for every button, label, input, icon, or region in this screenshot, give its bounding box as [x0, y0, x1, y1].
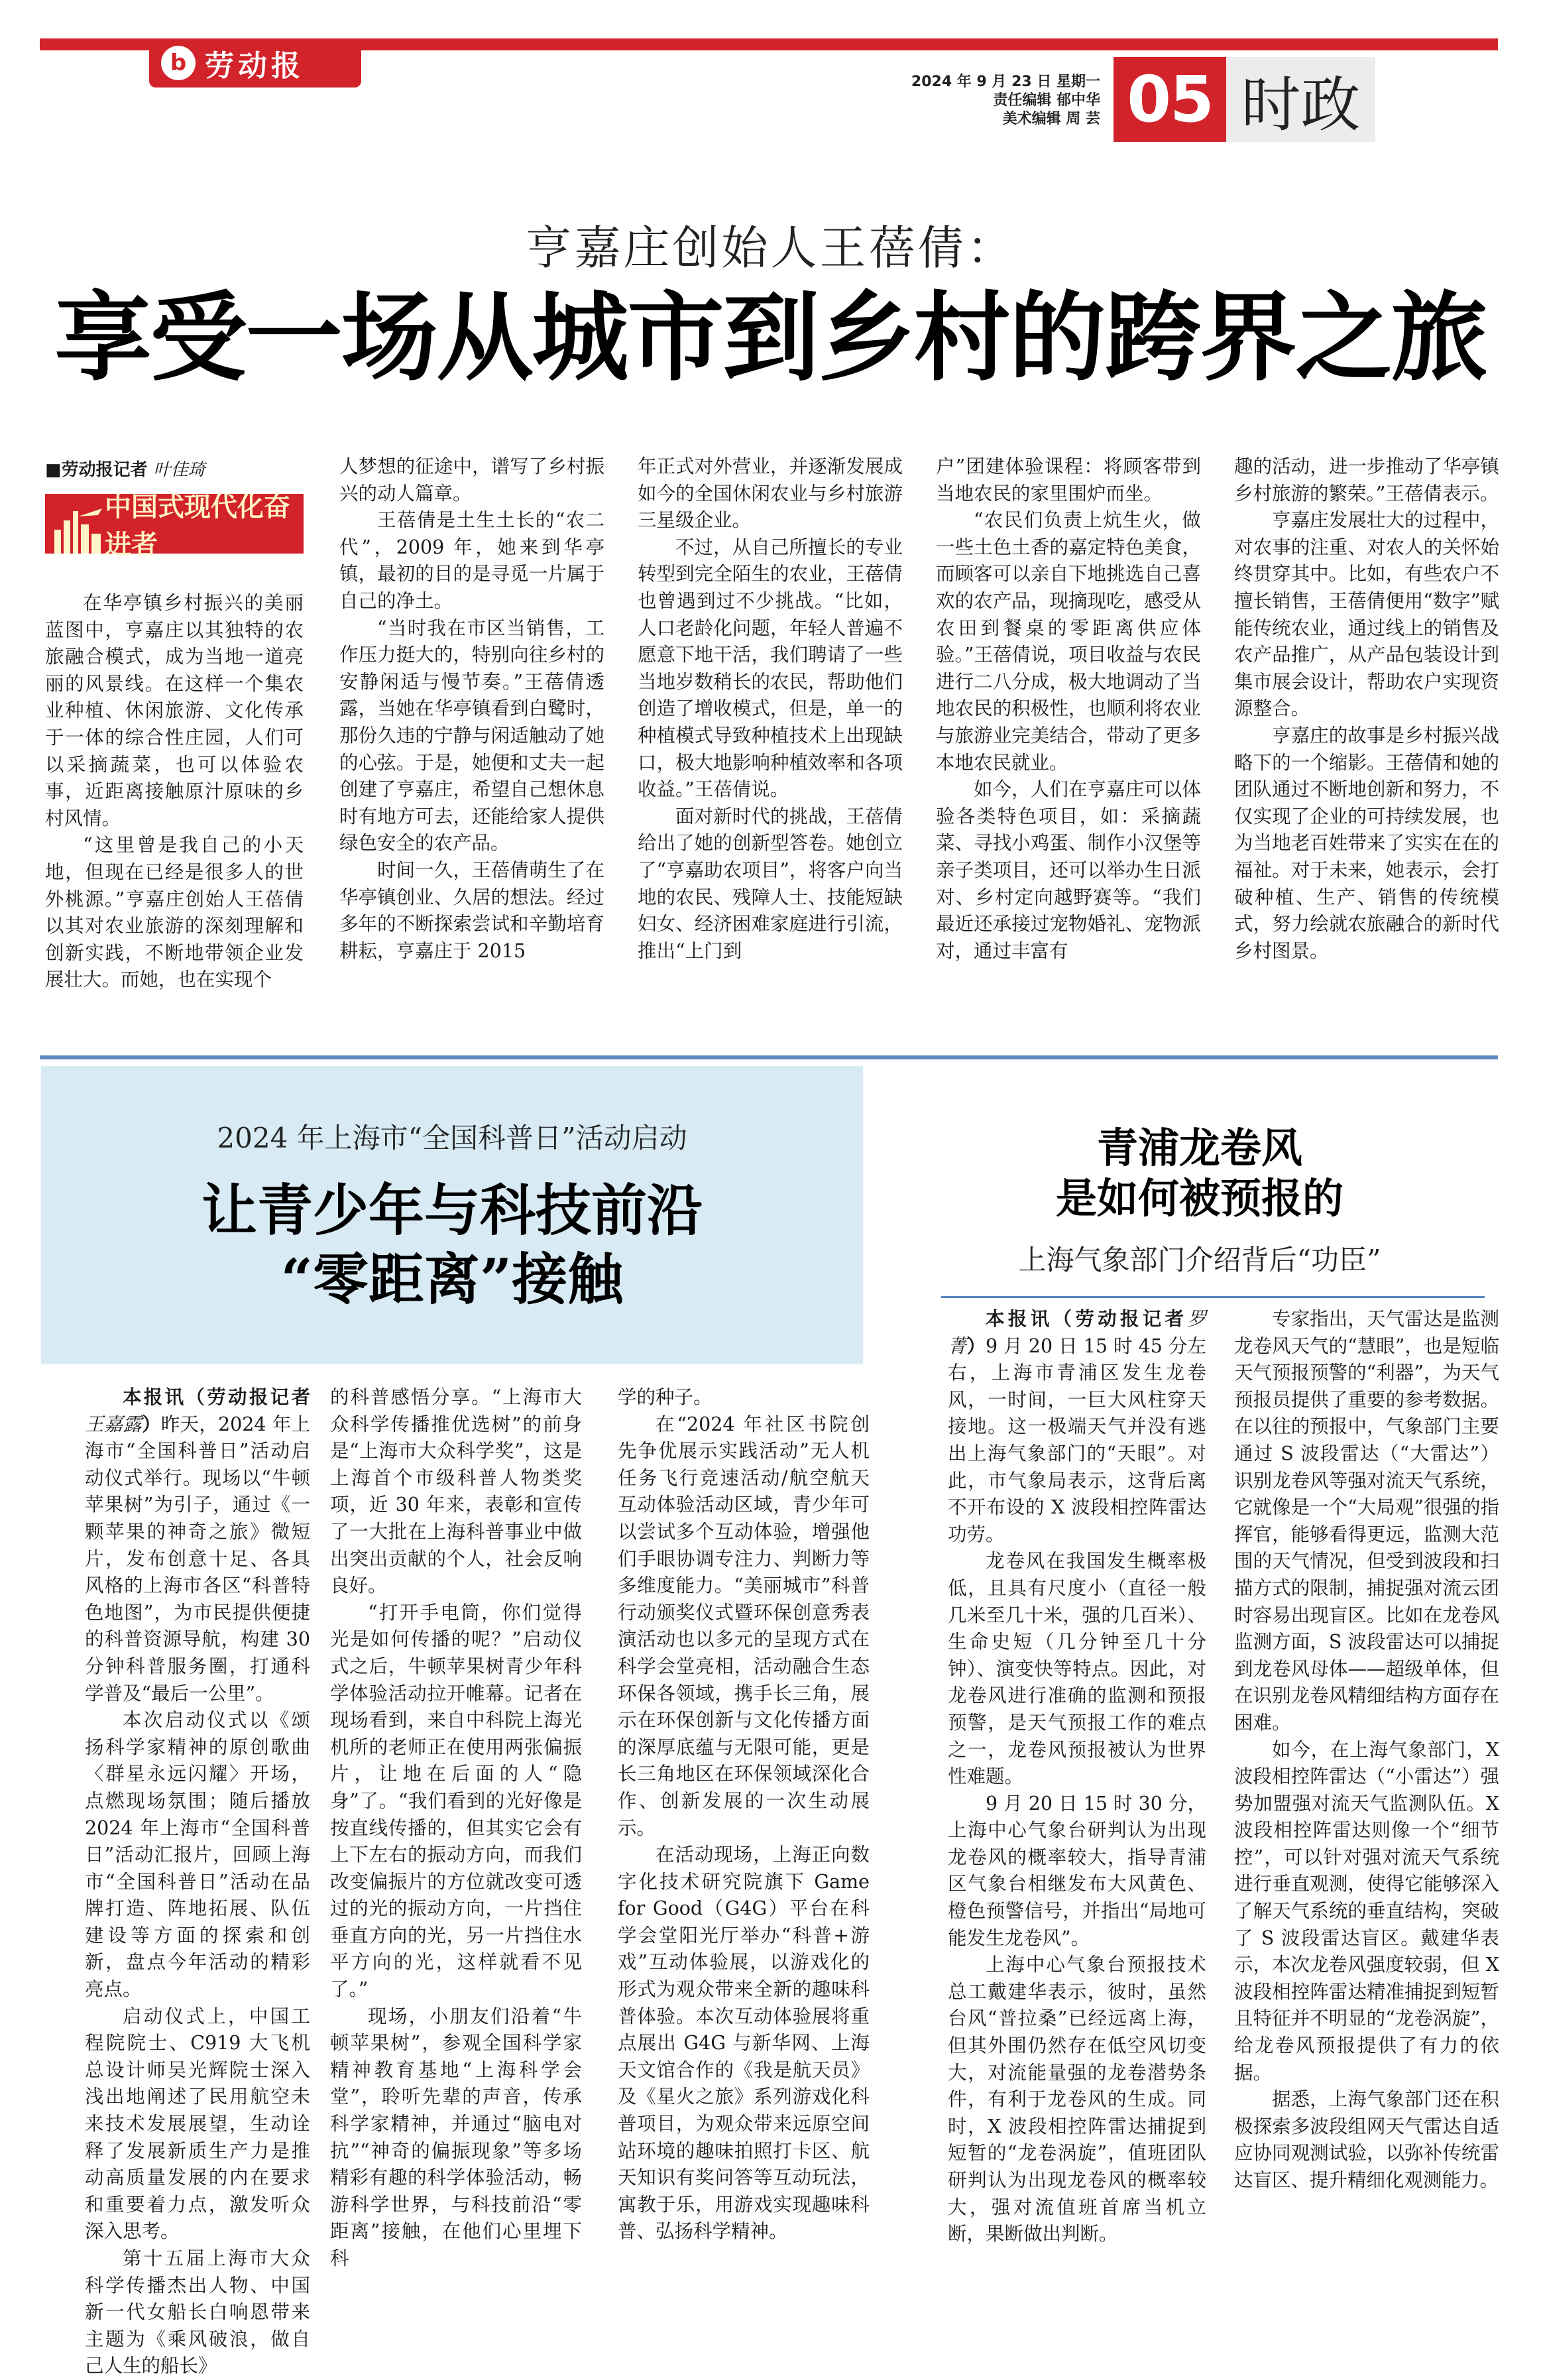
byline-label: ■劳动报记者: [45, 460, 148, 480]
issue-date: 2024 年 9 月 23 日 星期一: [911, 74, 1100, 90]
story3-column-1: [948, 1306, 1206, 2248]
paragraph: “当时我在市区当销售，工作压力挺大的，特别向往乡村的安静闲适与慢节奏。”王蓓倩透露，当她在华亭镇看到白鹭时，那份久违的宁静与闲适触动了她的心弦。于是，她便和丈夫一起创建了亨嘉庄，希望自己想休息时有地方可去，还能给家人提供绿色安全的农产品。: [339, 617, 604, 855]
paragraph: 9 月 20 日 15 时 30 分，上海中心气象台研判认为出现龙卷风的概率较大，指导青浦区气象台相继发布大风黄色、橙色预警信号，并指出“局地可能发生龙卷风”。: [948, 1792, 1206, 1949]
story2-headline-line2: “零距离”接触: [280, 1246, 624, 1312]
paper-name: 劳动报: [205, 49, 304, 83]
paragraph: 专家指出，天气雷达是监测龙卷风天气的“慧眼”，也是短临天气预报预警的“利器”，为天气预报员提供了重要的参考数据。在以往的预报中，气象部门主要通过 S 波段雷达（“大雷达”）识别龙卷风等强对流天气系统，它就像是一个“大局观”很强的指挥官，能够看得更远，监测大范围的天气情况，但受到波段和扫描方式的限制，捕捉强对流云团时容易出现盲区。比如在龙卷风监测方面，S 波段雷达可以捕捉到龙卷风母体——超级单体，但在识别龙卷风精细结构方面存在困难。: [1234, 1308, 1499, 1734]
paragraph: 面对新时代的挑战，王蓓倩给出了她的创新型答卷。她创立了“亨嘉助农项目”，将客户向当地的农民、残障人士、技能短缺妇女、经济困难家庭进行引流，推出“上门到: [638, 805, 903, 962]
byline-close: ）: [966, 1335, 986, 1357]
lead-column-2: [339, 453, 604, 965]
lead-headline: 享受一场从城市到乡村的跨界之旅: [54, 281, 1487, 394]
lead-kicker: 亨嘉庄创始人王蓓倩：: [525, 221, 1016, 275]
paragraph: 上海中心气象台预报技术总工戴建华表示，彼时，虽然台风“普拉桑”已经远离上海，但其外围仍然存在低空风切变大，对流能量强的龙卷潜势条件，有利于龙卷风的生成。同时，X 波段相控阵雷达捕捉到短暂的“龙卷涡旋”，值班团队研判认为出现龙卷风的概率较大，强对流值班首席当机立断，果断做出判断。: [948, 1954, 1206, 2245]
byline-label: 本报讯（劳动报记者: [123, 1386, 310, 1408]
story2-headline: 让青少年与科技前沿: [201, 1177, 703, 1243]
paragraph: 在活动现场，上海正向数字化技术研究院旗下 Game for Good（G4G）平台在科学会堂阳光厅举办“科普+游戏”互动体验展，以游戏化的形式为观众带来全新的趣味科普体验。本次互动体验展将重点展出 G4G 与新华网、上海天文馆合作的《我是航天员》及《星火之旅》系列游戏化科普项目，为观众带来远原空间站环境的趣味拍照打卡区、航天知识有奖问答等互动玩法，寓教于乐，用游戏实现趣味科普、弘扬科学精神。: [618, 1844, 870, 2243]
story2-column-1: [85, 1384, 310, 2380]
paragraph: “打开手电筒，你们觉得光是如何传播的呢？”启动仪式之后，牛顿苹果树青少年科学体验活动拉开帷幕。记者在现场看到，来自中科院上海光机所的老师正在使用两张偏振片，让地在后面的人“隐身”了。“我们看到的光好像是按直线传播的，但其实它会有上下左右的振动方向，而我们改变偏振片的方位就改变可透过的光的振动方向，一片挡住垂直方向的光，另一片挡住水平方向的光，这样就看不见了。”: [330, 1601, 582, 2001]
paragraph: 如今，人们在亨嘉庄可以体验各类特色项目，如：采摘蔬菜、寻找小鸡蛋、制作小汉堡等亲子类项目，还可以举办生日派对、乡村定向越野赛等。“我们最近还承接过宠物婚礼、宠物派对，通过丰富有: [936, 778, 1201, 962]
paragraph: 据悉，上海气象部门还在积极探索多波段组网天气雷达自适应协同观测试验，以弥补传统雷达盲区、提升精细化观测能力。: [1234, 2088, 1499, 2191]
paragraph: “这里曾是我自己的小天地，但现在已经是很多人的世外桃源。”亨嘉庄创始人王蓓倩以其对农业旅游的深刻理解和创新实践，不断地带领企业发展壮大。而她，也在实现个: [45, 834, 304, 991]
paragraph: 不过，从自己所擅长的专业转型到完全陌生的农业，王蓓倩也曾遇到过不少挑战。“比如，人口老龄化问题，年轻人普遍不愿意下地干活，我们聘请了一些当地岁数稍长的农民，帮助他们创造了增收模式，但是，单一的种植模式导致种植技术上出现缺口，极大地影响种植效率和各项收益。”王蓓倩说。: [638, 536, 903, 801]
story2-headline-box: [41, 1066, 863, 1364]
art-editor: 美术编辑 周 芸: [1002, 111, 1100, 127]
paragraph: “农民们负责上炕生火，做一些土色土香的嘉定特色美食，而顾客可以亲自下地挑选自己喜欢的农产品，现摘现吃，感受从农田到餐桌的零距离供应体验。”王蓓倩说，项目收益与农民进行二八分成，极大地调动了当地农民的积极性，也顺利将农业与旅游业完美结合，带动了更多本地农民就业。: [936, 509, 1201, 774]
story2-column-3: [618, 1384, 870, 2245]
byline-name: 王嘉露: [85, 1413, 143, 1435]
paragraph: 现场，小朋友们沿着“牛顿苹果树”，参观全国科学家精神教育基地“上海科学会堂”，聆听先辈的声音，传承科学家精神，并通过“脑电对抗”“神奇的偏振现象”等多场精彩有趣的科学体验活动，畅游科学世界，与科技前沿“零距离”接触，在他们心里埋下科: [330, 2005, 582, 2269]
story3-headline-line2: 是如何被预报的: [1055, 1174, 1343, 1222]
paragraph: 在“2024 年社区书院创先争优展示实践活动”无人机任务飞行竞速活动/航空航天互动体验活动区域，青少年可以尝试多个互动体验，增强他们手眼协调专注力、判断力等多维度能力。“美丽城市”科普行动颁奖仪式暨环保创意秀表演活动也以多元的呈现方式在科学会堂亮相，活动融合生态环保各领域，携手长三角，展示在环保创新与文化传播方面的深厚底蕴与无限可能，更是长三角地区在环保领域深化合作、创新发展的一次生动展示。: [618, 1413, 870, 1839]
logo-icon: b: [161, 46, 196, 80]
paragraph: 王蓓倩是土生土长的“农二代”，2009 年，她来到华亭镇，最初的目的是寻觅一片属于自己的净土。: [339, 509, 604, 612]
paragraph: 的科普感悟分享。“上海市大众科学传播推优选树”的前身是“上海市大众科学奖”，这是上海首个市级科普人物类奖项，近 30 年来，表彰和宣传了一大批在上海科普事业中做出突出贡献的个人，社会反响良好。: [330, 1386, 582, 1597]
responsible-editor: 责任编辑 郁中华: [993, 92, 1100, 109]
story2-column-2: [330, 1384, 582, 2273]
paragraph: 亨嘉庄的故事是乡村振兴战略下的一个缩影。王蓓倩和她的团队通过不断地创新和努力，不仅实现了企业的可持续发展，也为当地老百姓带来了实实在在的福祉。对于未来，她表示，会打破种植、生产、销售的传统模式，努力绘就农旅融合的新时代乡村图景。: [1234, 724, 1499, 962]
lead-byline: [45, 456, 304, 481]
paragraph: 第十五届上海市大众科学传播杰出人物、中国新一代女船长白响恩带来主题为《乘风破浪，做自己人生的船长》: [85, 2247, 310, 2377]
city-skyline-icon: [52, 507, 105, 554]
column-badge-label: 中国式现代化奋进者: [105, 492, 290, 560]
issue-meta: [882, 73, 1100, 129]
paragraph: 年正式对外营业，并逐渐发展成如今的全国休闲农业与乡村旅游三星级企业。: [638, 455, 903, 532]
paragraph: 如今，在上海气象部门，X 波段相控阵雷达（“小雷达”）强势加盟强对流天气监测队伍。X 波段相控阵雷达则像一个“细节控”，可以针对强对流天气系统进行垂直观测，使得它能够深入了解天气系统的垂直结构，突破了 S 波段雷达盲区。戴建华表示，本次龙卷风强度较弱，但 X 波段相控阵雷达精准捕捉到短暂且特征并不明显的“龙卷涡旋”，给龙卷风预报提供了有力的依据。: [1234, 1738, 1499, 2084]
story3-rule: [941, 1296, 1485, 1298]
paragraph: 学的种子。: [618, 1386, 713, 1408]
column-badge: [45, 492, 304, 560]
story2-kicker: 2024 年上海市“全国科普日”活动启动: [217, 1122, 687, 1154]
paragraph: 时间一久，王蓓倩萌生了在华亭镇创业、久居的想法。经过多年的不断探索尝试和辛勤培育耕耘，亨嘉庄于 2015: [339, 859, 604, 962]
paragraph: 趣的活动，进一步推动了华亭镇乡村旅游的繁荣。”王蓓倩表示。: [1234, 455, 1499, 505]
paragraph: 启动仪式上，中国工程院院士、C919 大飞机总设计师吴光辉院士深入浅出地阐述了民用航空未来技术发展展望，生动诠释了发展新质生产力是推动高质量发展的内在要求和重要着力点，激发听众深入思考。: [85, 2005, 310, 2243]
paragraph: 在华亭镇乡村振兴的美丽蓝图中，亨嘉庄以其独特的农旅融合模式，成为当地一道亮丽的风景线。在这样一个集农业种植、休闲旅游、文化传承于一体的综合性庄园，人们可以采摘蔬菜，也可以体验农事，近距离接触原汁原味的乡村风情。: [45, 592, 304, 829]
paragraph: 人梦想的征途中，谱写了乡村振兴的动人篇章。: [339, 455, 604, 505]
story3-headline: 青浦龙卷风: [1096, 1124, 1302, 1172]
byline-label: 本报讯（劳动报记者: [986, 1308, 1188, 1330]
paragraph: 龙卷风在我国发生概率极低，且具有尺度小（直径一般几米至几十米，强的几百米）、生命史短（几分钟至几十分钟）、演变快等特点。因此，对龙卷风进行准确的监测和预报预警，是天气预报工作的难点之一，龙卷风预报被认为世界性难题。: [948, 1550, 1206, 1788]
story3-subhead: 上海气象部门介绍背后“功臣”: [1018, 1244, 1381, 1276]
paragraph: 亨嘉庄发展壮大的过程中，对农事的注重、对农人的关怀始终贯穿其中。比如，有些农户不擅长销售，王蓓倩便用“数字”赋能传统农业，通过线上的销售及农产品推广，从产品包装设计到集市展会设计，帮助农户实现资源整合。: [1234, 509, 1499, 720]
paragraph-text: 昨天，2024 年上海市“全国科普日”活动启动仪式举行。现场以“牛顿苹果树”为引子，通过《一颗苹果的神奇之旅》微短片，发布创意十足、各具风格的上海市各区“科普特色地图”，为市民提供便捷的科普资源导航，构建 30 分钟科普服务圈，打通科学普及“最后一公里”。: [85, 1413, 310, 1704]
section-name: 时政: [1226, 57, 1375, 142]
newspaper-logo: [149, 38, 361, 88]
lead-column-5: [1234, 453, 1499, 965]
paragraph: 户”团建体验课程：将顾客带到当地农民的家里围炉而坐。: [936, 455, 1201, 505]
byline-name: 罗菁: [948, 1308, 1206, 1357]
page-number: 05: [1113, 57, 1226, 142]
byline-name: 叶佳琦: [153, 460, 205, 480]
paragraph: [85, 1384, 310, 1707]
lead-column-3: [638, 453, 903, 965]
section-divider: [40, 1055, 1498, 1059]
paragraph: [948, 1306, 1206, 1548]
paragraph-text: 9 月 20 日 15 时 45 分左右，上海市青浦区发生龙卷风，一时间，一巨大风柱穿天接地。这一极端天气并没有逃出上海气象部门的“天眼”。对此，市气象局表示，这背后离不开布设的 X 波段相控阵雷达功劳。: [948, 1335, 1206, 1545]
story3-column-2: [1234, 1306, 1499, 2194]
paragraph: 本次启动仪式以《颂扬科学家精神的原创歌曲〈群星永远闪耀〉开场，点燃现场氛围；随后播放 2024 年上海市“全国科普日”活动汇报片，回顾上海市“全国科普日”活动在品牌打造、阵地拓展、队伍建设等方面的探索和创新，盘点今年活动的精彩亮点。: [85, 1709, 310, 2001]
lead-column-1: [45, 590, 304, 994]
lead-column-4: [936, 453, 1201, 965]
byline-close: ）: [142, 1413, 161, 1435]
